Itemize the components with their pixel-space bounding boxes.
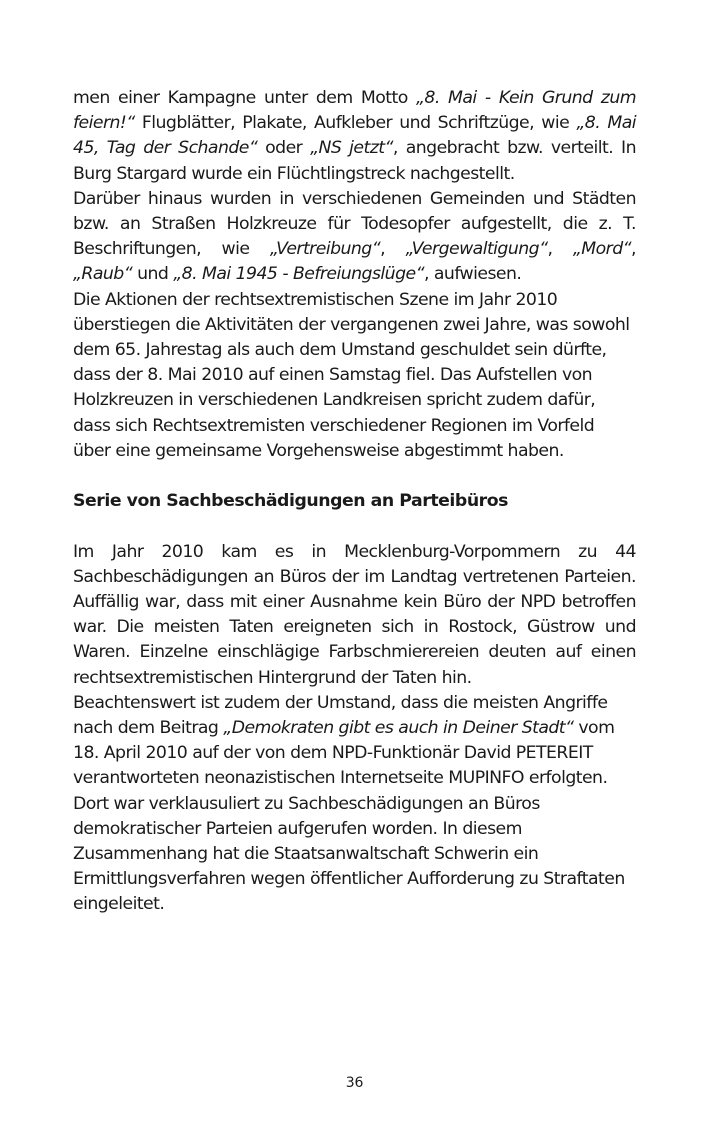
- text-run: , aufwiesen.: [424, 264, 522, 285]
- quote-inscription: „Vergewaltigung“: [405, 239, 548, 260]
- text-run: ,: [380, 239, 406, 260]
- text-run: men einer Kampagne unter dem Motto: [73, 88, 416, 108]
- paragraph-crosses: [73, 187, 636, 288]
- text-run: vom 18. April 2010 auf der von dem NPD-Funktionär David PETEREIT verantworteten neonazistischen Internetseite MUPINFO erfolgten. Dort war verklausuliert zu Sachbeschädigungen an Büros demokratischer Parteien aufgerufen worden. In diesem Zusammenhang hat die Staatsanwaltschaft Schwerin ein Ermittlungsverfahren wegen öffentlicher Aufforderung zu Straftaten eingeleitet.: [73, 718, 625, 915]
- paragraph-mupinfo: [73, 691, 636, 918]
- paragraph-actions-2010: Die Aktionen der rechtsextremistischen Szene im Jahr 2010 überstiegen die Aktivitäten der vergangenen zwei Jahre, was sowohl dem 65. Jahrestag als auch dem Umstand geschuldet sein dürfte, dass der 8. Mai 2010 auf einen Samstag fiel. Das Aufstellen von Holzkreuzen in verschiedenen Landkreisen spricht zudem dafür, dass sich Rechtsextremisten verschiedener Regionen im Vorfeld über eine gemeinsame Vorgehensweise abgestimmt haben.: [73, 289, 630, 461]
- page-number: 36: [345, 1075, 364, 1091]
- quote-motto: „8. Mai - Kein Grund zum feiern!“: [73, 88, 637, 134]
- quote-slogan: „8. Mai 45, Tag der Schande“: [73, 113, 636, 159]
- text-run: ,: [631, 239, 636, 260]
- spacer: [73, 514, 636, 539]
- spacer: [73, 464, 636, 489]
- text-run: oder: [257, 138, 311, 159]
- quote-inscription: „Mord“: [572, 239, 632, 260]
- text-run: Beachtenswert ist zudem der Umstand, dass die meisten Angriffe nach dem Beitrag: [73, 692, 608, 739]
- quote-article-title: „Demokraten gibt es auch in Deiner Stadt“: [223, 718, 574, 739]
- text-run: Flugblätter, Plakate, Aufkleber und Schriftzüge, wie: [134, 113, 577, 134]
- text-run: ,: [547, 239, 573, 260]
- page-body: [73, 86, 636, 918]
- text-run: und: [132, 264, 174, 285]
- quote-inscription: „8. Mai 1945 - Befreiungslüge“: [173, 264, 424, 285]
- section-heading: Serie von Sachbeschädigungen an Parteibüros: [73, 491, 508, 512]
- text-run: , angebracht bzw. verteilt. In Burg Stargard wurde ein Flüchtlingstreck nachgestellt.: [73, 138, 636, 184]
- paragraph-damage-count: Im Jahr 2010 kam es in Mecklenburg-Vorpommern zu 44 Sachbeschädigungen an Büros der im Landtag vertretenen Parteien. Auffällig war, dass mit einer Ausnahme kein Büro der NPD betroffen war. Die meisten Taten ereigneten sich in Rostock, Güstrow und Waren. Einzelne einschlägige Farbschmierereien deuten auf einen rechtsextremistischen Hintergrund der Taten hin.: [73, 541, 636, 688]
- quote-inscription: „Raub“: [73, 264, 133, 285]
- paragraph-campaign: [73, 86, 636, 187]
- text-run: Darüber hinaus wurden in verschiedenen Gemeinden und Städten bzw. an Straßen Holzkreuze für Todesopfer aufgestellt, die z. T. Beschriftungen, wie: [73, 188, 636, 260]
- quote-inscription: „Vertreibung“: [269, 239, 381, 260]
- quote-slogan: „NS jetzt“: [310, 138, 393, 159]
